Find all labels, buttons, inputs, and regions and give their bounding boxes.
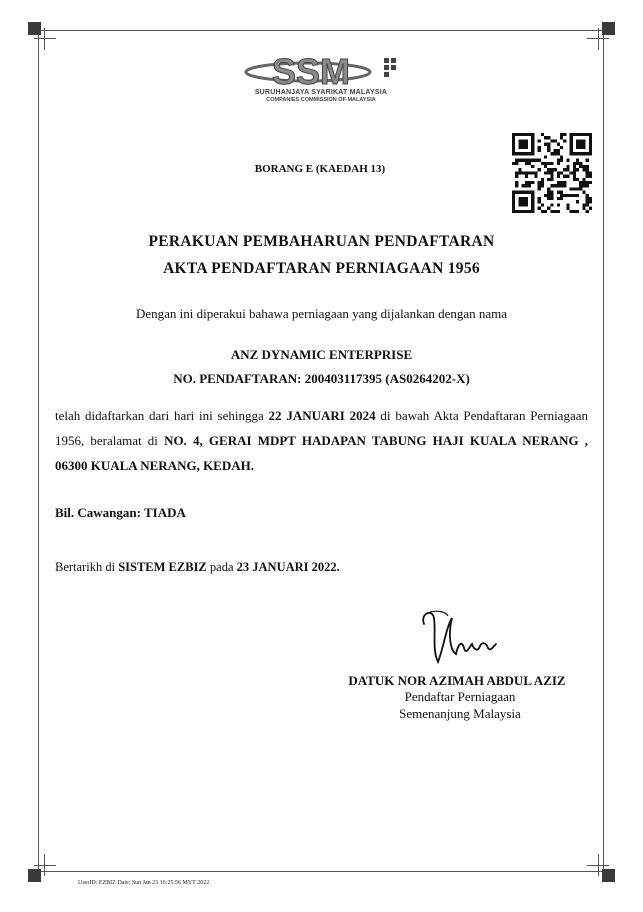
corner-ornament-top-left (28, 22, 56, 50)
ssm-logo-mark (240, 48, 402, 90)
agency-name-english: COMPANIES COMMISSION OF MALAYSIA (266, 97, 376, 103)
qr-code-icon (512, 133, 592, 213)
issue-date: 23 JANUARI 2022. (236, 560, 340, 574)
intro-statement: Dengan ini diperakui bahawa perniagaan yang dijalankan dengan nama (135, 306, 508, 321)
form-code: BORANG E (KAEDAH 13) (254, 163, 386, 175)
branch-count: Bil. Cawangan: TIADA (55, 505, 186, 520)
corner-ornament-bottom-right (587, 854, 615, 882)
registration-statement (55, 403, 588, 478)
dated-middle: pada (206, 560, 237, 574)
signature (418, 606, 498, 668)
corner-ornament-bottom-left (28, 854, 56, 882)
signatory-region: Semenanjung Malaysia (399, 706, 521, 721)
statement-text: di bawah Akta Pendaftaran Perniagaan 1956, beralamat di (55, 408, 588, 448)
business-address: NO. 4, GERAI MDPT HADAPAN TABUNG HAJI KUALA NERANG , 06300 KUALA NERANG, KEDAH. (55, 433, 588, 473)
expiry-date: 22 JANUARI 2024 (268, 408, 376, 423)
statement-text: telah didaftarkan dari hari ini sehingga (55, 408, 269, 423)
ssm-logo (240, 48, 402, 106)
signatory-name: DATUK NOR AZIMAH ABDUL AZIZ (348, 673, 566, 688)
logo-letters: SSM (272, 51, 351, 90)
registration-number: NO. PENDAFTARAN: 200403117395 (AS0264202-X) (173, 371, 470, 386)
corner-ornament-top-right (587, 22, 615, 50)
certificate-title: PERAKUAN PEMBAHARUAN PENDAFTARAN (148, 233, 495, 250)
dated-prefix: Bertarikh di (55, 560, 119, 574)
dated-line (55, 560, 340, 575)
agency-name: SURUHANJAYA SYARIKAT MALAYSIA (254, 89, 388, 96)
act-title: AKTA PENDAFTARAN PERNIAGAAN 1956 (163, 260, 480, 277)
business-name: ANZ DYNAMIC ENTERPRISE (230, 347, 413, 362)
print-footer: UserID: EZBIZ Date: Sun Jan 23 16:25:56 MYT 2022 (78, 880, 210, 886)
signatory-title: Pendaftar Perniagaan (404, 689, 516, 704)
issuing-system: SISTEM EZBIZ (118, 560, 207, 574)
